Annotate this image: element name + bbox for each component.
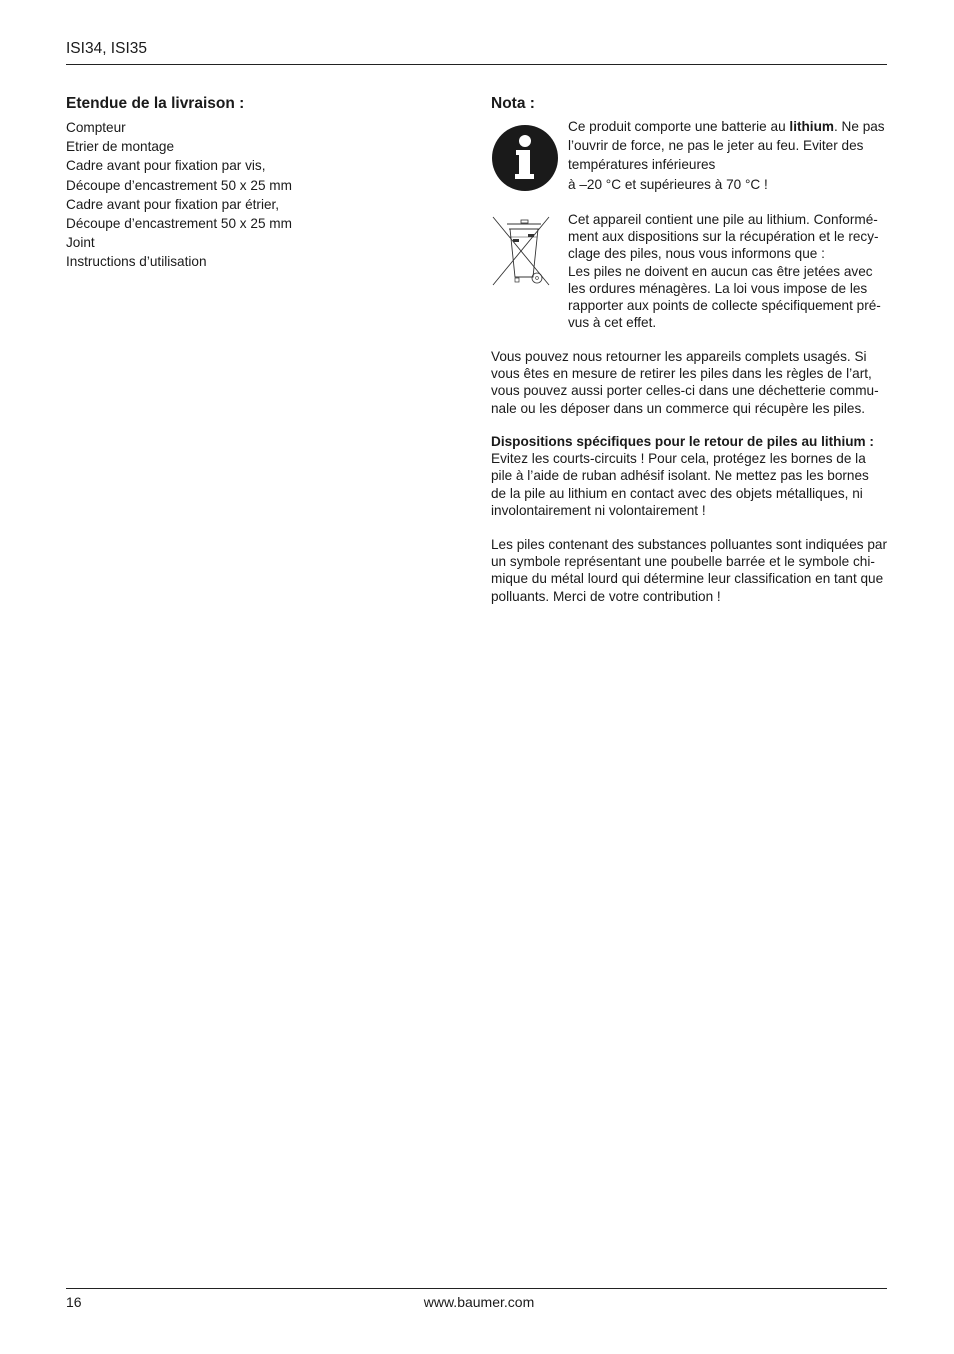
delivery-section (66, 95, 446, 272)
delivery-item: Découpe d’encastrement 50 x 25 mm (66, 177, 292, 193)
specific-provisions-text: Evitez les courts-circuits ! Pour cela, protégez les bornes de la pile à l’aide de ruban adhésif isolant. Ne mettez pas les bornes de la pile au lithium en contact avec des objets métalliques, ni involontairement ni volontairement ! (491, 451, 869, 518)
return-devices-text (491, 348, 887, 417)
delivery-item: Cadre avant pour fixation par étrier, (66, 196, 280, 212)
lithium-word: lithium (789, 119, 834, 134)
pollutant-paragraph: Les piles contenant des substances polluantes sont indiquées par un symbole représentant une poubelle barrée et le symbole chi-mique du métal lourd qui détermine leur classification en tant que polluants. Merci de votre contribution ! (491, 537, 887, 604)
battery-note-para1: Cet appareil contient une pile au lithium. Conformé-ment aux dispositions sur la récupération et le recy-clage des piles, nous vous informons que : (568, 212, 879, 262)
footer-url: www.baumer.com (423, 1294, 535, 1310)
nota-section (491, 95, 887, 604)
header-divider (66, 64, 887, 65)
delivery-item: Etrier de montage (66, 139, 175, 155)
specific-provisions (491, 433, 887, 519)
delivery-item: Instructions d’utilisation (66, 254, 207, 270)
battery-disposal-text (568, 211, 888, 331)
crossed-out-bin-icon (491, 215, 551, 287)
delivery-title: Etendue de la livraison : (66, 95, 245, 112)
delivery-item: Joint (66, 235, 95, 251)
footer-divider (66, 1288, 887, 1289)
battery-note-para2: Les piles ne doivent en aucun cas être jetées avec les ordures ménagères. La loi vous impose de les rapporter aux points de collecte spécifiquement pré-vus à cet effet. (568, 263, 881, 331)
delivery-item: Cadre avant pour fixation par vis, (66, 158, 266, 174)
lithium-warning-text (568, 117, 888, 194)
page-number: 16 (66, 1294, 82, 1310)
specific-provisions-title: Dispositions spécifiques pour le retour de piles au lithium : (491, 434, 874, 449)
nota-title: Nota : (491, 95, 535, 112)
lithium-warning-post: . Ne pas l’ouvrir de force, ne pas le jeter au feu. Eviter des températures inférieures (568, 119, 885, 173)
lithium-warning-pre: Ce produit comporte une batterie au (568, 119, 790, 134)
pollutant-batteries-text (491, 536, 887, 605)
temperature-range-text: à –20 °C et supérieures à 70 °C ! (568, 176, 768, 192)
info-icon (491, 124, 559, 192)
delivery-item: Compteur (66, 120, 126, 135)
delivery-item: Découpe d’encastrement 50 x 25 mm (66, 216, 292, 232)
page-header-title: ISI34, ISI35 (66, 40, 147, 57)
return-devices-paragraph: Vous pouvez nous retourner les appareils complets usagés. Si vous êtes en mesure de retirer les piles dans les règles de l’art, vous pouvez aussi porter celles-ci dans une déchetterie commu-nale ou les déposer dans un commerce qui récupère les piles. (491, 349, 879, 416)
